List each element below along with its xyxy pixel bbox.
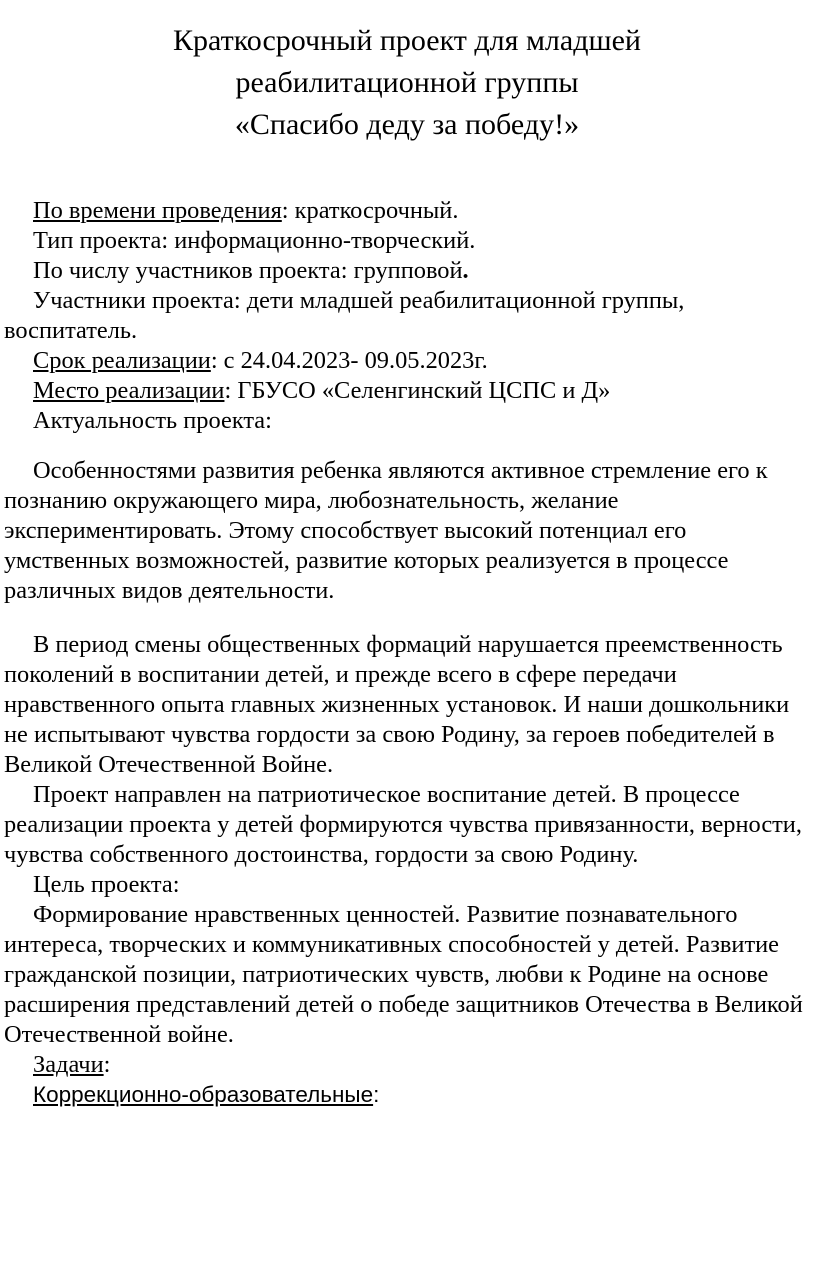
relevance-heading: Актуальность проекта: <box>33 407 272 434</box>
title-line-2: реабилитационной группы <box>235 66 579 99</box>
period-label: Срок реализации <box>33 347 211 374</box>
time-value: : краткосрочный. <box>281 197 459 224</box>
relevance-section <box>4 456 810 870</box>
place-value: : ГБУСО «Селенгинский ЦСПС и Д» <box>224 377 611 404</box>
tasks-label: Задачи <box>33 1051 104 1078</box>
period-value: : с 24.04.2023- 09.05.2023г. <box>210 347 488 374</box>
tasks-sub-colon: : <box>373 1082 380 1107</box>
place-label: Место реализации <box>33 377 225 404</box>
title-line-3: «Спасибо деду за победу!» <box>234 108 580 141</box>
time-line <box>4 196 810 226</box>
count-text: По числу участников проекта: групповой <box>33 257 463 284</box>
goal-text: Формирование нравственных ценностей. Развитие познавательного интереса, творческих и коммуникативных способностей у детей. Развитие гражданской позиции, патриотических чувств, любви к Родине на основе расширения представлений детей о победе защитников Отечества в Великой Отечественной войне. <box>4 901 803 1048</box>
count-line <box>4 256 810 286</box>
goal-section <box>4 870 810 1050</box>
tasks-subheading <box>4 1080 810 1110</box>
tasks-line <box>4 1050 810 1080</box>
title-line-1: Краткосрочный проект для младшей <box>173 24 641 57</box>
goal-heading: Цель проекта: <box>33 871 180 898</box>
document-title <box>4 20 810 146</box>
count-end: . <box>462 257 469 284</box>
participants-line: Участники проекта: дети младшей реабилитационной группы, воспитатель. <box>4 287 685 344</box>
project-info <box>4 196 810 436</box>
place-line <box>4 376 810 406</box>
time-label: По времени проведения <box>33 197 282 224</box>
tasks-colon: : <box>103 1051 111 1078</box>
relevance-paragraph-3: Проект направлен на патриотическое воспитание детей. В процессе реализации проекта у детей формируются чувства привязанности, верности, чувства собственного достоинства, гордости за свою Родину. <box>4 781 802 868</box>
type-line: Тип проекта: информационно-творческий. <box>33 227 476 254</box>
relevance-paragraph-1: Особенностями развития ребенка являются активное стремление его к познанию окружающего мира, любознательность, желание экспериментировать. Этому способствует высокий потенциал его умственных возможностей, развитие которых реализуется в процессе различных видов деятельности. <box>4 457 768 604</box>
tasks-section <box>4 1050 810 1110</box>
period-line <box>4 346 810 376</box>
tasks-sub-label: Коррекционно-образовательные <box>33 1082 374 1107</box>
relevance-paragraph-2: В период смены общественных формаций нарушается преемственность поколений в воспитании детей, и прежде всего в сфере передачи нравственного опыта главных жизненных установок. И наши дошкольники не испытывают чувства гордости за свою Родину, за героев победителей в Великой Отечественной Войне. <box>4 631 790 778</box>
